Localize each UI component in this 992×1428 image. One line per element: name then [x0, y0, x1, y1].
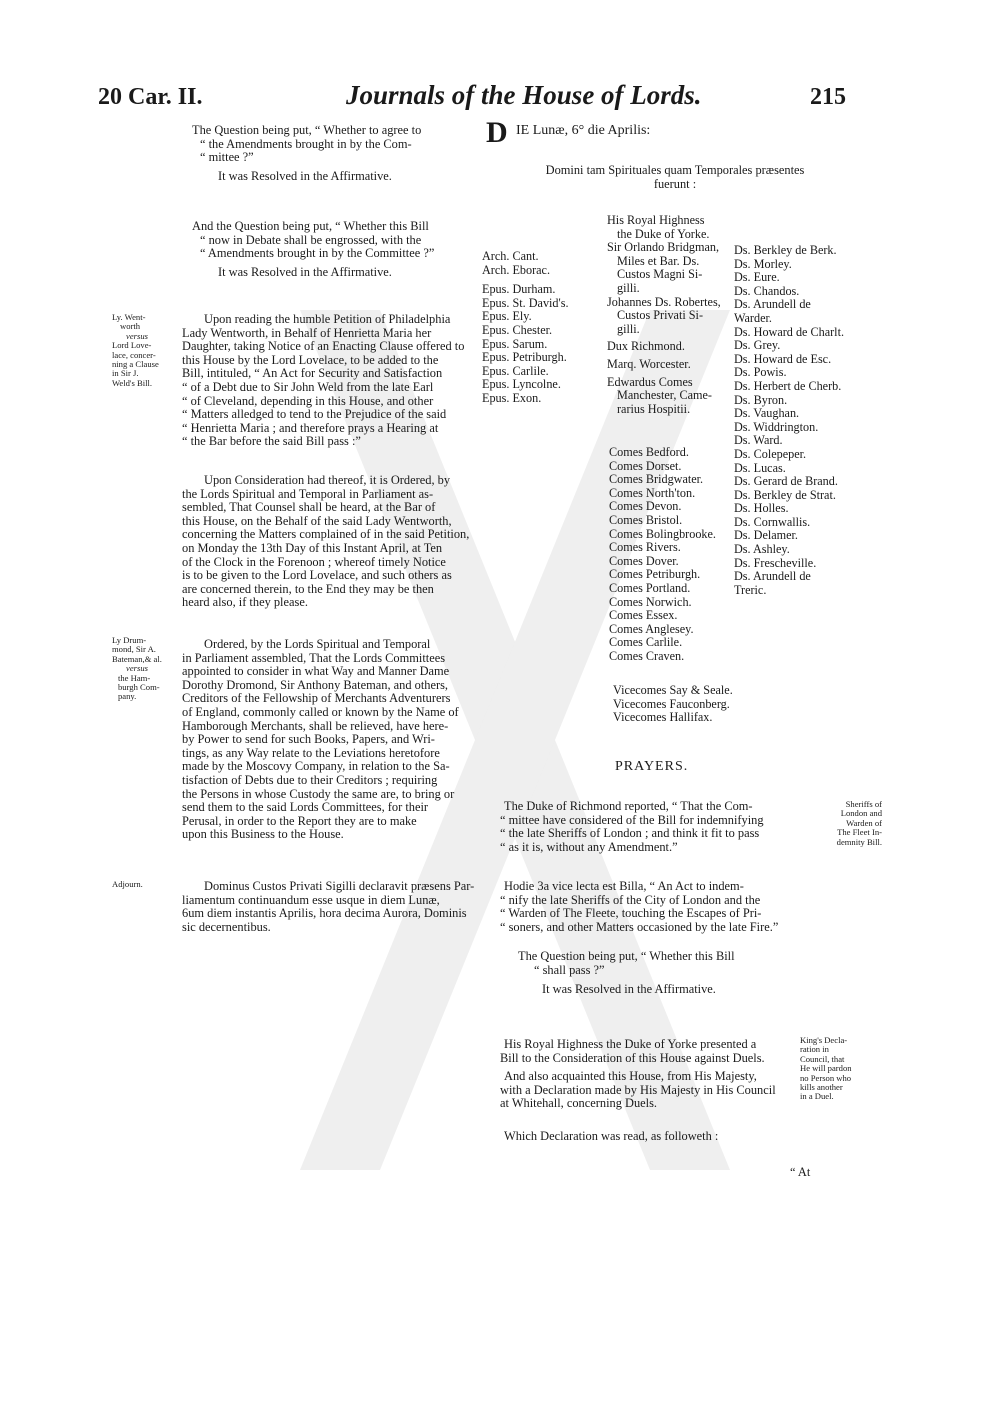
list-item: Ds. Frescheville.: [734, 555, 817, 570]
list-item: Warder.: [734, 310, 772, 325]
text-line: And also acquainted this House, from His Majesty,: [504, 1069, 757, 1083]
list-item: Ds. Ward.: [734, 433, 783, 448]
prelates-list: [482, 250, 607, 406]
attendance-heading: [480, 164, 870, 191]
list-item: Ds. Eure.: [734, 270, 780, 285]
margin-note-line: worth: [120, 321, 141, 332]
margin-note-line: versus: [126, 663, 148, 674]
text-line: Upon Consideration had thereof, it is Ordered, by: [204, 473, 451, 487]
list-item: Johannes Ds. Robertes,: [607, 294, 721, 309]
text-line: the Persons in whose Custody the same are, to bring or: [182, 786, 455, 801]
text-line: Hodie 3a vice lecta est Billa, “ An Act to indem-: [504, 879, 744, 893]
margin-note-line: Bateman,& al.: [112, 653, 162, 664]
question-line: “ Amendments brought in by the Committee ?”: [200, 246, 435, 261]
margin-note-line: kills another: [800, 1082, 843, 1093]
text-line: this House, on the Behalf of the said Lady Wentworth,: [182, 513, 452, 528]
list-item: Miles et Bar. Ds.: [617, 253, 700, 268]
margin-note-line: Lord Love-: [112, 340, 152, 351]
list-item: Comes Bedford.: [609, 445, 689, 459]
list-item: Ds. Grey.: [734, 338, 781, 353]
text-line: made by the Moscovy Company, in relation to the Sa-: [182, 759, 450, 774]
list-item: Epus. Chester.: [482, 322, 553, 337]
list-item: rarius Hospitii.: [617, 401, 691, 416]
question-line: The Question being put, “ Whether to agree to: [192, 123, 422, 137]
text-line: is to be given to the Lord Lovelace, and such others as: [182, 568, 452, 583]
list-item: Comes Rivers.: [609, 540, 681, 555]
resolution: It was Resolved in the Affirmative.: [218, 168, 392, 183]
text-line: His Royal Highness the Duke of Yorke presented a: [504, 1037, 757, 1051]
drop-cap: D: [486, 116, 508, 149]
question-line: And the Question being put, “ Whether this Bill: [192, 219, 429, 233]
declaration-intro: Which Declaration was read, as followeth :: [504, 1129, 719, 1143]
text-line: “ of a Debt due to Sir John Weld from the late Earl: [182, 379, 434, 394]
list-item: Comes Carlile.: [609, 635, 683, 650]
margin-note-line: no Person who: [800, 1072, 852, 1083]
text-line: Creditors of the Fellowship of Merchants Adventurers: [182, 691, 451, 706]
list-item: Comes Petriburgh.: [609, 567, 701, 582]
list-item: Ds. Arundell de: [734, 297, 811, 312]
margin-note-line: Warden of: [846, 817, 882, 828]
text-line: Daughter, taking Notice of an Enacting Clause offered to: [182, 339, 465, 354]
text-line: The Duke of Richmond reported, “ That the Com-: [504, 799, 753, 813]
list-item: Comes Norwich.: [609, 594, 692, 609]
list-item: Ds. Herbert de Cherb.: [734, 378, 842, 393]
text-line: appointed to consider in what Way and Manner Dame: [182, 664, 450, 679]
margin-note-line: ration in: [800, 1044, 829, 1055]
margin-note-line: London and: [840, 808, 882, 819]
officers-list: [607, 214, 731, 416]
text-line: heard also, if they please.: [182, 595, 308, 610]
list-item: Ds. Byron.: [734, 392, 788, 407]
text-line: tings, as any Way relate to the Leviations heretofore: [182, 745, 440, 760]
question-line: “ the Amendments brought in by the Com-: [200, 136, 412, 151]
resolution: It was Resolved in the Affirmative.: [218, 264, 392, 279]
list-item: Arch. Cant.: [482, 249, 539, 263]
list-item: Epus. Lyncolne.: [482, 377, 561, 392]
text-line: “ of Cleveland, depending in this House, and other: [182, 393, 434, 408]
margin-note-drummond: [112, 636, 172, 702]
margin-note-line: in Sir J.: [112, 368, 139, 379]
text-line: concerning the Matters complained of in the said Petition,: [182, 527, 470, 542]
text-line: Perusal, in order to the Report they are to make: [182, 813, 417, 828]
margin-note-line: lace, concer-: [112, 349, 156, 360]
resolution: It was Resolved in the Affirmative.: [542, 982, 716, 997]
list-item: Ds. Colepeper.: [734, 446, 807, 461]
list-item: Ds. Delamer.: [734, 528, 798, 543]
margin-note-line: pany.: [118, 691, 137, 702]
text-line: are concerned therein, to the End they may be then: [182, 581, 434, 596]
list-item: Comes Dorset.: [609, 458, 682, 473]
list-item: gilli.: [617, 321, 640, 336]
text-line: “ as it is, without any Amendment.”: [500, 839, 678, 854]
list-item: Edwardus Comes: [607, 374, 693, 389]
question-block-1: [192, 124, 482, 183]
list-item: Epus. Petriburgh.: [482, 350, 567, 365]
list-item: His Royal Highness: [607, 213, 705, 227]
margin-note-wentworth: [112, 313, 172, 388]
list-item: Ds. Gerard de Brand.: [734, 474, 838, 489]
margin-note-line: Ly Drum-: [112, 635, 147, 645]
margin-note-line: Ly. Went-: [112, 312, 146, 322]
margin-note-line: Weld's Bill.: [112, 377, 153, 388]
text-line: on Monday the 13th Day of this Instant April, at Ten: [182, 540, 443, 555]
text-line: tisfaction of Debts due to their Creditors ; requiring: [182, 772, 438, 787]
margin-note-line: demnity Bill.: [836, 836, 882, 847]
list-item: Comes Portland.: [609, 580, 691, 595]
list-item: Arch. Eborac.: [482, 262, 551, 277]
list-item: Epus. St. David's.: [482, 295, 569, 310]
report-paragraph: [500, 800, 800, 854]
list-item: Epus. Durham.: [482, 282, 556, 297]
text-line: with a Declaration made by His Majesty in His Council: [500, 1082, 776, 1097]
declaration-paragraph: [500, 1070, 800, 1111]
text-line: sic decernentibus.: [182, 919, 271, 934]
list-item: Ds. Berkley de Berk.: [734, 243, 837, 257]
text-line: fuerunt :: [653, 176, 697, 191]
list-item: Epus. Sarum.: [482, 336, 548, 351]
text-line: “ Warden of The Fleete, touching the Escapes of Pri-: [500, 906, 762, 921]
question-line: “ mittee ?”: [200, 150, 254, 165]
text-line: sembled, That Counsel shall be heard, at the Bar of: [182, 500, 436, 515]
list-item: Ds. Widdrington.: [734, 419, 819, 434]
text-line: this House by the Lord Lovelace, to be added to the: [182, 352, 439, 367]
list-item: Ds. Lucas.: [734, 460, 786, 475]
list-item: Ds. Powis.: [734, 365, 787, 380]
text-line: upon this Business to the House.: [182, 827, 344, 842]
list-item: Custos Privati Si-: [617, 308, 704, 323]
list-item: Comes Dover.: [609, 553, 679, 568]
viscounts-list: [613, 684, 743, 725]
margin-note-line: Adjourn.: [112, 879, 143, 889]
question-line: “ now in Debate shall be engrossed, with the: [200, 232, 422, 247]
text-line: in Parliament assembled, That the Lords Committees: [182, 650, 446, 665]
text-line: Bill, intituled, “ An Act for Security and Satisfaction: [182, 366, 443, 381]
text-line: “ the Bar before the said Bill pass :”: [182, 434, 361, 449]
list-item: Ds. Arundell de: [734, 569, 811, 584]
text-line: Upon reading the humble Petition of Philadelphia: [204, 312, 451, 326]
list-item: Marq. Worcester.: [607, 356, 691, 371]
page-number: 215: [810, 84, 846, 110]
text-line: of the Clock in the Forenoon ; whereof timely Notice: [182, 554, 446, 569]
text-line: “ mittee have considered of the Bill for indemnifying: [500, 812, 764, 827]
text-line: “ nify the late Sheriffs of the City of London and the: [500, 892, 761, 907]
margin-note-line: in a Duel.: [800, 1091, 834, 1102]
list-item: Ds. Holles.: [734, 501, 789, 516]
text-line: Dominus Custos Privati Sigilli declaravit præsens Par-: [204, 879, 475, 893]
list-item: Custos Magni Si-: [617, 267, 703, 282]
list-item: Ds. Ashley.: [734, 542, 790, 557]
list-item: Ds. Howard de Charlt.: [734, 324, 845, 339]
section-heading-prayers: PRAYERS.: [615, 759, 689, 774]
text-line: “ Henrietta Maria ; and therefore prays a Hearing at: [182, 420, 439, 435]
text-line: Bill to the Consideration of this House against Duels.: [500, 1050, 765, 1065]
text-line: the Lords Spiritual and Temporal in Parliament as-: [182, 486, 434, 501]
list-item: Ds. Cornwallis.: [734, 514, 811, 529]
text-line: Domini tam Spirituales quam Temporales præsentes: [545, 163, 805, 177]
text-line: at Whitehall, concerning Duels.: [500, 1096, 658, 1111]
list-item: Comes Essex.: [609, 608, 678, 623]
text-line: by Power to send for such Books, Papers, and Wri-: [182, 732, 435, 747]
margin-note-line: versus: [126, 330, 148, 341]
barons-list: [734, 244, 864, 597]
margin-note-duels: [800, 1036, 882, 1102]
list-item: Ds. Morley.: [734, 256, 792, 271]
list-item: Vicecomes Fauconberg.: [613, 696, 730, 711]
list-item: gilli.: [617, 280, 640, 295]
margin-note-line: burgh Com-: [118, 682, 160, 693]
catchword: “ At: [790, 1165, 811, 1179]
list-item: Comes Anglesey.: [609, 621, 694, 636]
list-item: Comes Craven.: [609, 648, 685, 663]
earls-list: [609, 446, 733, 664]
petition-paragraph: [182, 313, 482, 449]
margin-note-line: King's Decla-: [800, 1035, 848, 1045]
order-paragraph-2: [182, 638, 482, 842]
list-item: the Duke of Yorke.: [617, 226, 710, 241]
margin-note-line: Sheriffs of: [845, 799, 882, 809]
question-block-3: [518, 950, 798, 997]
list-item: Dux Richmond.: [607, 339, 685, 354]
text-line: Lady Wentworth, in Behalf of Henrietta Maria her: [182, 325, 432, 340]
list-item: Ds. Howard de Esc.: [734, 351, 832, 366]
list-item: Ds. Chandos.: [734, 283, 800, 298]
list-item: Ds. Vaughan.: [734, 406, 800, 421]
text-line: “ Matters alledged to tend to the Prejudice of the said: [182, 407, 447, 422]
margin-note-line: the Ham-: [118, 672, 151, 683]
text-line: send them to the said Lords Committees, for their: [182, 800, 429, 815]
text-line: Ordered, by the Lords Spiritual and Temporal: [204, 637, 431, 651]
text-line: of England, commonly called or known by the Name of: [182, 704, 459, 719]
margin-note-sheriffs: [802, 800, 882, 847]
margin-note-line: Council, that: [800, 1053, 845, 1064]
list-item: Epus. Exon.: [482, 390, 542, 405]
list-item: Comes Bridgwater.: [609, 472, 704, 487]
margin-note-line: ning a Clause: [112, 359, 159, 370]
dateline: IE Lunæ, 6° die Aprilis:: [516, 123, 651, 138]
text-line: “ soners, and other Matters occasioned by the late Fire.”: [500, 919, 779, 934]
list-item: Sir Orlando Bridgman,: [607, 240, 720, 255]
question-block-2: [192, 220, 482, 279]
list-item: Treric.: [734, 582, 767, 597]
margin-note-line: mond, Sir A.: [112, 644, 156, 655]
list-item: Epus. Carlile.: [482, 363, 549, 378]
list-item: Vicecomes Hallifax.: [613, 710, 713, 725]
list-item: Manchester, Came-: [617, 388, 712, 403]
list-item: Comes Bolingbrooke.: [609, 526, 716, 541]
page-title: Journals of the House of Lords.: [346, 80, 702, 110]
list-item: Comes Bristol.: [609, 512, 683, 527]
margin-note-line: The Fleet In-: [837, 827, 882, 838]
margin-note-line: He will pardon: [800, 1063, 852, 1074]
duels-bill-paragraph: [500, 1038, 800, 1065]
list-item: Epus. Ely.: [482, 309, 532, 324]
list-item: Ds. Berkley de Strat.: [734, 487, 836, 502]
regnal-year: 20 Car. II.: [98, 84, 203, 110]
list-item: Vicecomes Say & Seale.: [613, 683, 733, 697]
third-reading-paragraph: [500, 880, 800, 934]
text-line: Dorothy Dromond, Sir Anthony Bateman, and others,: [182, 677, 449, 692]
list-item: Comes North'ton.: [609, 485, 696, 500]
order-paragraph-1: [182, 474, 482, 610]
text-line: liamentum continuandum esse usque in diem Lunæ,: [182, 892, 440, 907]
list-item: Comes Devon.: [609, 499, 682, 514]
question-line: The Question being put, “ Whether this Bill: [518, 949, 735, 963]
margin-note-adjourn: [112, 880, 172, 889]
question-line: “ shall pass ?”: [534, 962, 605, 977]
adjournment-paragraph: [182, 880, 482, 934]
text-line: “ the late Sheriffs of London ; and think it fit to pass: [500, 826, 760, 841]
text-line: 6um diem instantis Aprilis, hora decima Aurora, Dominis: [182, 906, 467, 921]
text-line: Hamborough Merchants, shall be relieved, have here-: [182, 718, 449, 733]
